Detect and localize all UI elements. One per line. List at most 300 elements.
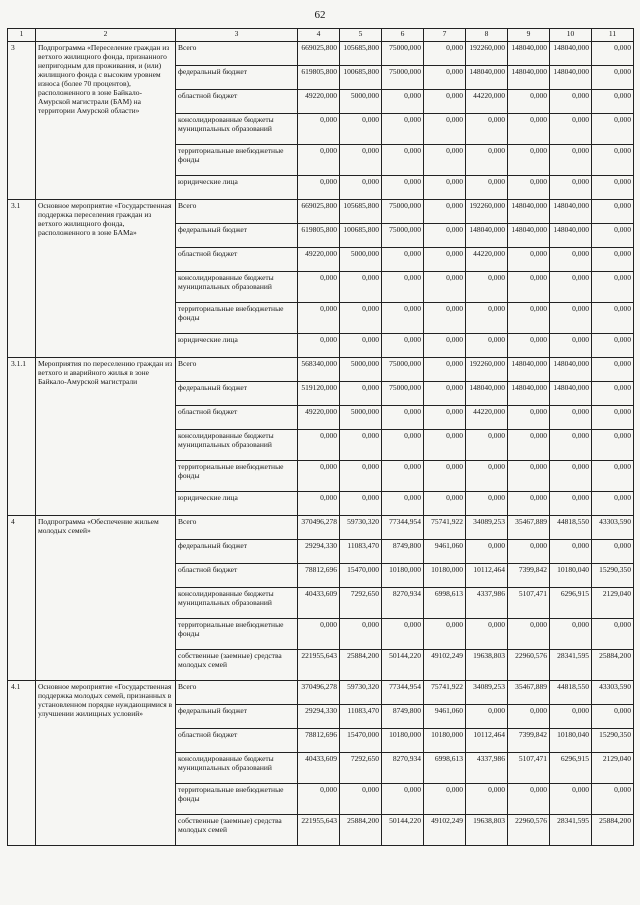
value-cell: 0,000 xyxy=(424,303,466,334)
value-cell: 9461,060 xyxy=(424,540,466,564)
column-number: 9 xyxy=(508,29,550,42)
value-cell: 0,000 xyxy=(508,272,550,303)
value-cell: 10180,000 xyxy=(424,564,466,588)
funding-source: Всего xyxy=(176,42,298,66)
value-cell: 40433,609 xyxy=(298,753,340,784)
value-cell: 10180,000 xyxy=(382,729,424,753)
value-cell: 0,000 xyxy=(466,492,508,516)
value-cell: 0,000 xyxy=(382,145,424,176)
value-cell: 0,000 xyxy=(508,461,550,492)
value-cell: 75000,000 xyxy=(382,382,424,406)
value-cell: 192260,000 xyxy=(466,42,508,66)
funding-source: областной бюджет xyxy=(176,90,298,114)
value-cell: 0,000 xyxy=(340,784,382,815)
value-cell: 0,000 xyxy=(592,358,634,382)
row-number: 3.1.1 xyxy=(8,358,36,516)
value-cell: 44818,550 xyxy=(550,516,592,540)
value-cell: 6296,915 xyxy=(550,753,592,784)
value-cell: 148040,000 xyxy=(508,42,550,66)
value-cell: 40433,609 xyxy=(298,588,340,619)
value-cell: 4337,986 xyxy=(466,753,508,784)
value-cell: 78812,696 xyxy=(298,729,340,753)
value-cell: 148040,000 xyxy=(508,358,550,382)
value-cell: 100685,800 xyxy=(340,66,382,90)
value-cell: 0,000 xyxy=(592,200,634,224)
value-cell: 6296,915 xyxy=(550,588,592,619)
value-cell: 0,000 xyxy=(382,406,424,430)
value-cell: 0,000 xyxy=(592,42,634,66)
value-cell: 221955,643 xyxy=(298,650,340,681)
value-cell: 0,000 xyxy=(424,619,466,650)
funding-source: юридические лица xyxy=(176,334,298,358)
funding-source: юридические лица xyxy=(176,492,298,516)
funding-source: Всего xyxy=(176,681,298,705)
value-cell: 7399,842 xyxy=(508,729,550,753)
value-cell: 0,000 xyxy=(592,114,634,145)
value-cell: 0,000 xyxy=(550,461,592,492)
row-number: 3 xyxy=(8,42,36,200)
value-cell: 148040,000 xyxy=(508,382,550,406)
value-cell: 0,000 xyxy=(340,619,382,650)
value-cell: 0,000 xyxy=(592,382,634,406)
table-row xyxy=(8,200,634,224)
value-cell: 0,000 xyxy=(340,382,382,406)
column-number: 6 xyxy=(382,29,424,42)
value-cell: 0,000 xyxy=(550,248,592,272)
value-cell: 0,000 xyxy=(382,114,424,145)
value-cell: 0,000 xyxy=(424,224,466,248)
table-body xyxy=(8,42,634,846)
value-cell: 59730,320 xyxy=(340,681,382,705)
value-cell: 105685,800 xyxy=(340,200,382,224)
value-cell: 105685,800 xyxy=(340,42,382,66)
value-cell: 0,000 xyxy=(340,461,382,492)
value-cell: 568340,000 xyxy=(298,358,340,382)
value-cell: 0,000 xyxy=(592,540,634,564)
value-cell: 10112,464 xyxy=(466,729,508,753)
value-cell: 0,000 xyxy=(550,705,592,729)
column-number: 11 xyxy=(592,29,634,42)
value-cell: 25884,200 xyxy=(340,815,382,846)
value-cell: 370496,278 xyxy=(298,681,340,705)
column-number: 10 xyxy=(550,29,592,42)
value-cell: 49220,000 xyxy=(298,90,340,114)
value-cell: 0,000 xyxy=(298,176,340,200)
value-cell: 0,000 xyxy=(592,492,634,516)
funding-source: областной бюджет xyxy=(176,406,298,430)
value-cell: 148040,000 xyxy=(550,66,592,90)
value-cell: 11083,470 xyxy=(340,540,382,564)
value-cell: 0,000 xyxy=(424,90,466,114)
value-cell: 0,000 xyxy=(382,303,424,334)
value-cell: 669025,800 xyxy=(298,42,340,66)
row-number: 4 xyxy=(8,516,36,681)
value-cell: 0,000 xyxy=(508,406,550,430)
value-cell: 0,000 xyxy=(550,540,592,564)
value-cell: 0,000 xyxy=(382,461,424,492)
value-cell: 0,000 xyxy=(424,145,466,176)
value-cell: 0,000 xyxy=(550,784,592,815)
funding-source: консолидированные бюджеты муниципальных образований xyxy=(176,272,298,303)
value-cell: 0,000 xyxy=(382,248,424,272)
value-cell: 75000,000 xyxy=(382,200,424,224)
value-cell: 148040,000 xyxy=(508,224,550,248)
value-cell: 0,000 xyxy=(424,334,466,358)
value-cell: 0,000 xyxy=(466,272,508,303)
value-cell: 0,000 xyxy=(424,430,466,461)
value-cell: 192260,000 xyxy=(466,200,508,224)
value-cell: 0,000 xyxy=(550,492,592,516)
value-cell: 8270,934 xyxy=(382,753,424,784)
value-cell: 0,000 xyxy=(340,492,382,516)
value-cell: 0,000 xyxy=(466,430,508,461)
value-cell: 0,000 xyxy=(508,176,550,200)
value-cell: 0,000 xyxy=(550,430,592,461)
value-cell: 0,000 xyxy=(466,114,508,145)
funding-source: областной бюджет xyxy=(176,564,298,588)
value-cell: 0,000 xyxy=(592,248,634,272)
funding-source: федеральный бюджет xyxy=(176,66,298,90)
value-cell: 0,000 xyxy=(508,248,550,272)
value-cell: 0,000 xyxy=(466,303,508,334)
value-cell: 75741,922 xyxy=(424,516,466,540)
value-cell: 44220,000 xyxy=(466,406,508,430)
value-cell: 77344,954 xyxy=(382,681,424,705)
value-cell: 0,000 xyxy=(424,382,466,406)
column-number: 4 xyxy=(298,29,340,42)
value-cell: 5000,000 xyxy=(340,248,382,272)
value-cell: 669025,800 xyxy=(298,200,340,224)
value-cell: 49102,249 xyxy=(424,815,466,846)
value-cell: 0,000 xyxy=(592,224,634,248)
funding-source: территориальные внебюджетные фонды xyxy=(176,784,298,815)
value-cell: 0,000 xyxy=(298,461,340,492)
value-cell: 44220,000 xyxy=(466,90,508,114)
value-cell: 0,000 xyxy=(550,272,592,303)
value-cell: 0,000 xyxy=(592,430,634,461)
value-cell: 75000,000 xyxy=(382,358,424,382)
funding-source: федеральный бюджет xyxy=(176,382,298,406)
funding-source: федеральный бюджет xyxy=(176,540,298,564)
value-cell: 75000,000 xyxy=(382,42,424,66)
value-cell: 10180,040 xyxy=(550,564,592,588)
value-cell: 0,000 xyxy=(298,114,340,145)
value-cell: 0,000 xyxy=(382,619,424,650)
value-cell: 0,000 xyxy=(508,540,550,564)
value-cell: 19638,803 xyxy=(466,650,508,681)
value-cell: 0,000 xyxy=(424,406,466,430)
value-cell: 0,000 xyxy=(340,114,382,145)
value-cell: 15290,350 xyxy=(592,564,634,588)
value-cell: 25884,200 xyxy=(592,815,634,846)
value-cell: 15290,350 xyxy=(592,729,634,753)
value-cell: 49220,000 xyxy=(298,406,340,430)
value-cell: 0,000 xyxy=(466,461,508,492)
value-cell: 44818,550 xyxy=(550,681,592,705)
value-cell: 0,000 xyxy=(508,334,550,358)
value-cell: 0,000 xyxy=(382,176,424,200)
column-number: 5 xyxy=(340,29,382,42)
value-cell: 5000,000 xyxy=(340,90,382,114)
funding-source: федеральный бюджет xyxy=(176,224,298,248)
value-cell: 29294,330 xyxy=(298,705,340,729)
funding-source: консолидированные бюджеты муниципальных образований xyxy=(176,430,298,461)
value-cell: 0,000 xyxy=(382,492,424,516)
value-cell: 0,000 xyxy=(550,334,592,358)
value-cell: 0,000 xyxy=(592,705,634,729)
value-cell: 77344,954 xyxy=(382,516,424,540)
value-cell: 148040,000 xyxy=(466,66,508,90)
value-cell: 0,000 xyxy=(424,248,466,272)
funding-source: Всего xyxy=(176,516,298,540)
value-cell: 28341,595 xyxy=(550,650,592,681)
table-row xyxy=(8,42,634,66)
value-cell: 49102,249 xyxy=(424,650,466,681)
row-title: Основное мероприятие «Государственная поддержка переселения граждан из ветхого жилищного фонда, расположенного в зоне БАМа» xyxy=(36,200,176,358)
value-cell: 0,000 xyxy=(382,784,424,815)
value-cell: 0,000 xyxy=(592,90,634,114)
value-cell: 148040,000 xyxy=(550,224,592,248)
funding-source: Всего xyxy=(176,358,298,382)
value-cell: 0,000 xyxy=(466,705,508,729)
value-cell: 0,000 xyxy=(508,619,550,650)
value-cell: 4337,986 xyxy=(466,588,508,619)
value-cell: 6998,613 xyxy=(424,753,466,784)
value-cell: 0,000 xyxy=(424,358,466,382)
value-cell: 34089,253 xyxy=(466,681,508,705)
value-cell: 0,000 xyxy=(298,272,340,303)
column-number: 2 xyxy=(36,29,176,42)
funding-source: областной бюджет xyxy=(176,248,298,272)
funding-source: консолидированные бюджеты муниципальных образований xyxy=(176,753,298,784)
value-cell: 8749,800 xyxy=(382,705,424,729)
funding-source: Всего xyxy=(176,200,298,224)
value-cell: 0,000 xyxy=(424,66,466,90)
value-cell: 75000,000 xyxy=(382,66,424,90)
value-cell: 0,000 xyxy=(424,176,466,200)
value-cell: 221955,643 xyxy=(298,815,340,846)
value-cell: 619805,800 xyxy=(298,66,340,90)
funding-source: территориальные внебюджетные фонды xyxy=(176,461,298,492)
value-cell: 0,000 xyxy=(592,334,634,358)
value-cell: 0,000 xyxy=(382,430,424,461)
value-cell: 7292,650 xyxy=(340,753,382,784)
value-cell: 148040,000 xyxy=(508,200,550,224)
funding-source: собственные (заемные) средства молодых семей xyxy=(176,815,298,846)
value-cell: 0,000 xyxy=(424,114,466,145)
funding-source: территориальные внебюджетные фонды xyxy=(176,303,298,334)
value-cell: 0,000 xyxy=(508,492,550,516)
value-cell: 0,000 xyxy=(424,272,466,303)
value-cell: 0,000 xyxy=(466,619,508,650)
value-cell: 50144,220 xyxy=(382,815,424,846)
column-number: 1 xyxy=(8,29,36,42)
value-cell: 0,000 xyxy=(340,303,382,334)
value-cell: 0,000 xyxy=(592,619,634,650)
value-cell: 6998,613 xyxy=(424,588,466,619)
funding-source: собственные (заемные) средства молодых семей xyxy=(176,650,298,681)
table-row xyxy=(8,681,634,705)
value-cell: 78812,696 xyxy=(298,564,340,588)
funding-source: федеральный бюджет xyxy=(176,705,298,729)
value-cell: 22960,576 xyxy=(508,815,550,846)
table-row xyxy=(8,358,634,382)
value-cell: 43303,590 xyxy=(592,681,634,705)
value-cell: 7399,842 xyxy=(508,564,550,588)
value-cell: 370496,278 xyxy=(298,516,340,540)
value-cell: 0,000 xyxy=(550,303,592,334)
table-row xyxy=(8,516,634,540)
value-cell: 0,000 xyxy=(550,619,592,650)
value-cell: 0,000 xyxy=(550,145,592,176)
value-cell: 0,000 xyxy=(340,145,382,176)
value-cell: 29294,330 xyxy=(298,540,340,564)
value-cell: 0,000 xyxy=(340,176,382,200)
value-cell: 0,000 xyxy=(550,176,592,200)
value-cell: 148040,000 xyxy=(550,42,592,66)
value-cell: 0,000 xyxy=(424,42,466,66)
value-cell: 19638,803 xyxy=(466,815,508,846)
value-cell: 0,000 xyxy=(508,430,550,461)
funding-source: консолидированные бюджеты муниципальных образований xyxy=(176,588,298,619)
row-number: 4.1 xyxy=(8,681,36,846)
value-cell: 0,000 xyxy=(298,492,340,516)
value-cell: 0,000 xyxy=(508,705,550,729)
value-cell: 2129,040 xyxy=(592,753,634,784)
value-cell: 0,000 xyxy=(550,406,592,430)
value-cell: 34089,253 xyxy=(466,516,508,540)
page-number: 62 xyxy=(314,9,326,21)
value-cell: 0,000 xyxy=(340,334,382,358)
row-title: Мероприятия по переселению граждан из ветхого и аварийного жилья в зоне Байкало-Амурской магистрали xyxy=(36,358,176,516)
value-cell: 0,000 xyxy=(466,540,508,564)
value-cell: 75000,000 xyxy=(382,224,424,248)
value-cell: 0,000 xyxy=(508,145,550,176)
value-cell: 148040,000 xyxy=(466,224,508,248)
value-cell: 15470,000 xyxy=(340,729,382,753)
value-cell: 5107,471 xyxy=(508,588,550,619)
value-cell: 0,000 xyxy=(382,90,424,114)
row-number: 3.1 xyxy=(8,200,36,358)
value-cell: 35467,889 xyxy=(508,516,550,540)
value-cell: 0,000 xyxy=(466,145,508,176)
value-cell: 5000,000 xyxy=(340,406,382,430)
value-cell: 0,000 xyxy=(508,784,550,815)
funding-source: консолидированные бюджеты муниципальных образований xyxy=(176,114,298,145)
value-cell: 0,000 xyxy=(298,784,340,815)
value-cell: 43303,590 xyxy=(592,516,634,540)
value-cell: 0,000 xyxy=(424,200,466,224)
value-cell: 0,000 xyxy=(424,461,466,492)
value-cell: 519120,000 xyxy=(298,382,340,406)
value-cell: 7292,650 xyxy=(340,588,382,619)
value-cell: 148040,000 xyxy=(550,200,592,224)
value-cell: 0,000 xyxy=(298,430,340,461)
value-cell: 100685,800 xyxy=(340,224,382,248)
value-cell: 10180,040 xyxy=(550,729,592,753)
value-cell: 0,000 xyxy=(508,90,550,114)
value-cell: 0,000 xyxy=(340,430,382,461)
value-cell: 10180,000 xyxy=(382,564,424,588)
value-cell: 0,000 xyxy=(298,145,340,176)
value-cell: 25884,200 xyxy=(592,650,634,681)
funding-source: территориальные внебюджетные фонды xyxy=(176,145,298,176)
value-cell: 11083,470 xyxy=(340,705,382,729)
value-cell: 0,000 xyxy=(382,272,424,303)
value-cell: 0,000 xyxy=(382,334,424,358)
value-cell: 25884,200 xyxy=(340,650,382,681)
value-cell: 0,000 xyxy=(592,176,634,200)
value-cell: 15470,000 xyxy=(340,564,382,588)
value-cell: 0,000 xyxy=(550,114,592,145)
value-cell: 0,000 xyxy=(466,176,508,200)
value-cell: 148040,000 xyxy=(550,358,592,382)
value-cell: 0,000 xyxy=(592,461,634,492)
value-cell: 75741,922 xyxy=(424,681,466,705)
value-cell: 2129,040 xyxy=(592,588,634,619)
value-cell: 0,000 xyxy=(424,492,466,516)
value-cell: 22960,576 xyxy=(508,650,550,681)
value-cell: 35467,889 xyxy=(508,681,550,705)
value-cell: 0,000 xyxy=(298,619,340,650)
value-cell: 0,000 xyxy=(592,784,634,815)
value-cell: 619805,800 xyxy=(298,224,340,248)
funding-source: юридические лица xyxy=(176,176,298,200)
value-cell: 50144,220 xyxy=(382,650,424,681)
value-cell: 148040,000 xyxy=(466,382,508,406)
value-cell: 0,000 xyxy=(298,334,340,358)
column-number: 3 xyxy=(176,29,298,42)
funding-source: областной бюджет xyxy=(176,729,298,753)
value-cell: 0,000 xyxy=(592,406,634,430)
row-title: Подпрограмма «Обеспечение жильем молодых семей» xyxy=(36,516,176,681)
value-cell: 0,000 xyxy=(592,66,634,90)
value-cell: 0,000 xyxy=(550,90,592,114)
value-cell: 192260,000 xyxy=(466,358,508,382)
value-cell: 5000,000 xyxy=(340,358,382,382)
value-cell: 44220,000 xyxy=(466,248,508,272)
value-cell: 0,000 xyxy=(340,272,382,303)
value-cell: 0,000 xyxy=(592,303,634,334)
value-cell: 59730,320 xyxy=(340,516,382,540)
value-cell: 0,000 xyxy=(466,784,508,815)
column-number: 7 xyxy=(424,29,466,42)
value-cell: 0,000 xyxy=(592,272,634,303)
value-cell: 0,000 xyxy=(424,784,466,815)
value-cell: 0,000 xyxy=(508,114,550,145)
funding-source: территориальные внебюджетные фонды xyxy=(176,619,298,650)
value-cell: 0,000 xyxy=(508,303,550,334)
value-cell: 10112,464 xyxy=(466,564,508,588)
value-cell: 10180,000 xyxy=(424,729,466,753)
value-cell: 28341,595 xyxy=(550,815,592,846)
value-cell: 9461,060 xyxy=(424,705,466,729)
value-cell: 8270,934 xyxy=(382,588,424,619)
budget-table xyxy=(7,28,634,846)
value-cell: 0,000 xyxy=(592,145,634,176)
row-title: Подпрограмма «Переселение граждан из ветхого жилищного фонда, признанного непригодным для проживания, и (или) жилищного фонда с высоким уровнем износа (более 70 процентов), расположенного в зоне Байкало-Амурской магистрали (БАМ) на территории Амурской области» xyxy=(36,42,176,200)
column-number-row xyxy=(8,29,634,42)
row-title: Основное мероприятие «Государственная поддержка молодых семей, признанных в установленном порядке нуждающимися в улучшении жилищных условий» xyxy=(36,681,176,846)
value-cell: 148040,000 xyxy=(508,66,550,90)
value-cell: 49220,000 xyxy=(298,248,340,272)
value-cell: 148040,000 xyxy=(550,382,592,406)
value-cell: 0,000 xyxy=(466,334,508,358)
value-cell: 5107,471 xyxy=(508,753,550,784)
column-number: 8 xyxy=(466,29,508,42)
value-cell: 0,000 xyxy=(298,303,340,334)
value-cell: 8749,800 xyxy=(382,540,424,564)
